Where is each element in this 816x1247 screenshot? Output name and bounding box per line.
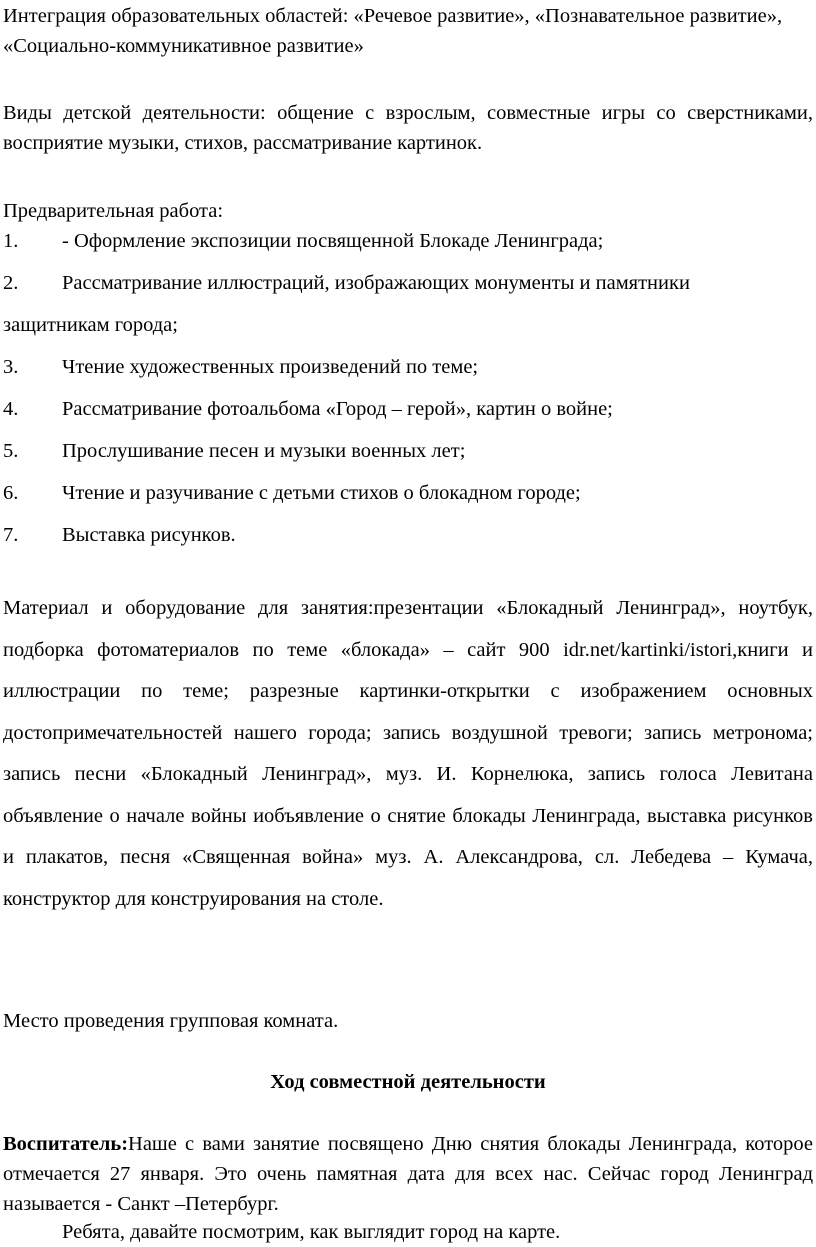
list-item (3, 220, 813, 262)
list-number: 6. (3, 482, 19, 504)
list-number: 4. (3, 398, 19, 420)
list-item (3, 346, 813, 388)
list-number: 7. (3, 524, 19, 546)
list-number: 2. (3, 272, 19, 294)
list-text: Выставка рисунков. (62, 524, 236, 546)
activities-paragraph: Виды детской деятельности: общение с взрослым, совместные игры со сверстниками, восприятие музыки, стихов, рассматривание картинок. (3, 102, 813, 154)
list-number: 1. (3, 230, 19, 252)
teacher-label: Воспитатель: (3, 1133, 129, 1155)
teacher-text-2: Ребята, давайте посмотрим, как выглядит город на карте. (62, 1221, 561, 1243)
teacher-text: Наше с вами занятие посвящено Дню снятия блокады Ленинграда, которое отмечается 27 января. Это очень памятная дата для всех нас. Сейчас город Ленинград называется - Санкт –Петербург. (3, 1133, 813, 1215)
list-text: Чтение и разучивание с детьми стихов о блокадном городе; (62, 482, 581, 504)
list-item (3, 262, 813, 346)
section-heading: Ход совместной деятельности (270, 1071, 546, 1093)
list-number: 5. (3, 440, 19, 462)
material-paragraph: Материал и оборудование для занятия:презентации «Блокадный Ленинград», ноутбук, подборка фотоматериалов по теме «блокада» – сайт 900 idr.net/kartinki/istori,книги и иллюстрации по теме; разрезные картинки-открытки с изображением основных достопримечательностей нашего города; запись воздушной тревоги; запись метронома; запись песни «Блокадный Ленинград», муз. И. Корнелюка, запись голоса Левитана объявление о начале войны иобъявление о снятие блокады Ленинграда, выставка рисунков и плакатов, песня «Священная война» муз. А. Александрова, сл. Лебедева – Кумача, конструктор для конструирования на столе. (3, 597, 813, 910)
list-text: Прослушивание песен и музыки военных лет; (62, 440, 466, 462)
list-text-continuation: защитникам города; (3, 314, 178, 336)
list-text: - Оформление экспозиции посвященной Блокаде Ленинграда; (62, 230, 604, 252)
teacher-paragraph-2 (3, 1217, 813, 1247)
list-text: Рассматривание фотоальбома «Город – герой», картин о войне; (62, 398, 613, 420)
list-text: Рассматривание иллюстраций, изображающих монументы и памятники (62, 272, 690, 294)
list-item (3, 388, 813, 430)
teacher-paragraph (3, 1129, 813, 1219)
integration-paragraph: Интеграция образовательных областей: «Речевое развитие», «Познавательное развитие», «Социально-коммуникативное развитие» (3, 5, 783, 57)
prelim-title: Предварительная работа: (3, 200, 224, 222)
list-number: 3. (3, 356, 19, 378)
list-item (3, 430, 813, 472)
place-paragraph: Место проведения групповая комната. (3, 1010, 339, 1032)
list-item (3, 472, 813, 514)
prelim-list (3, 220, 813, 556)
list-item (3, 514, 813, 556)
list-text: Чтение художественных произведений по теме; (62, 356, 479, 378)
